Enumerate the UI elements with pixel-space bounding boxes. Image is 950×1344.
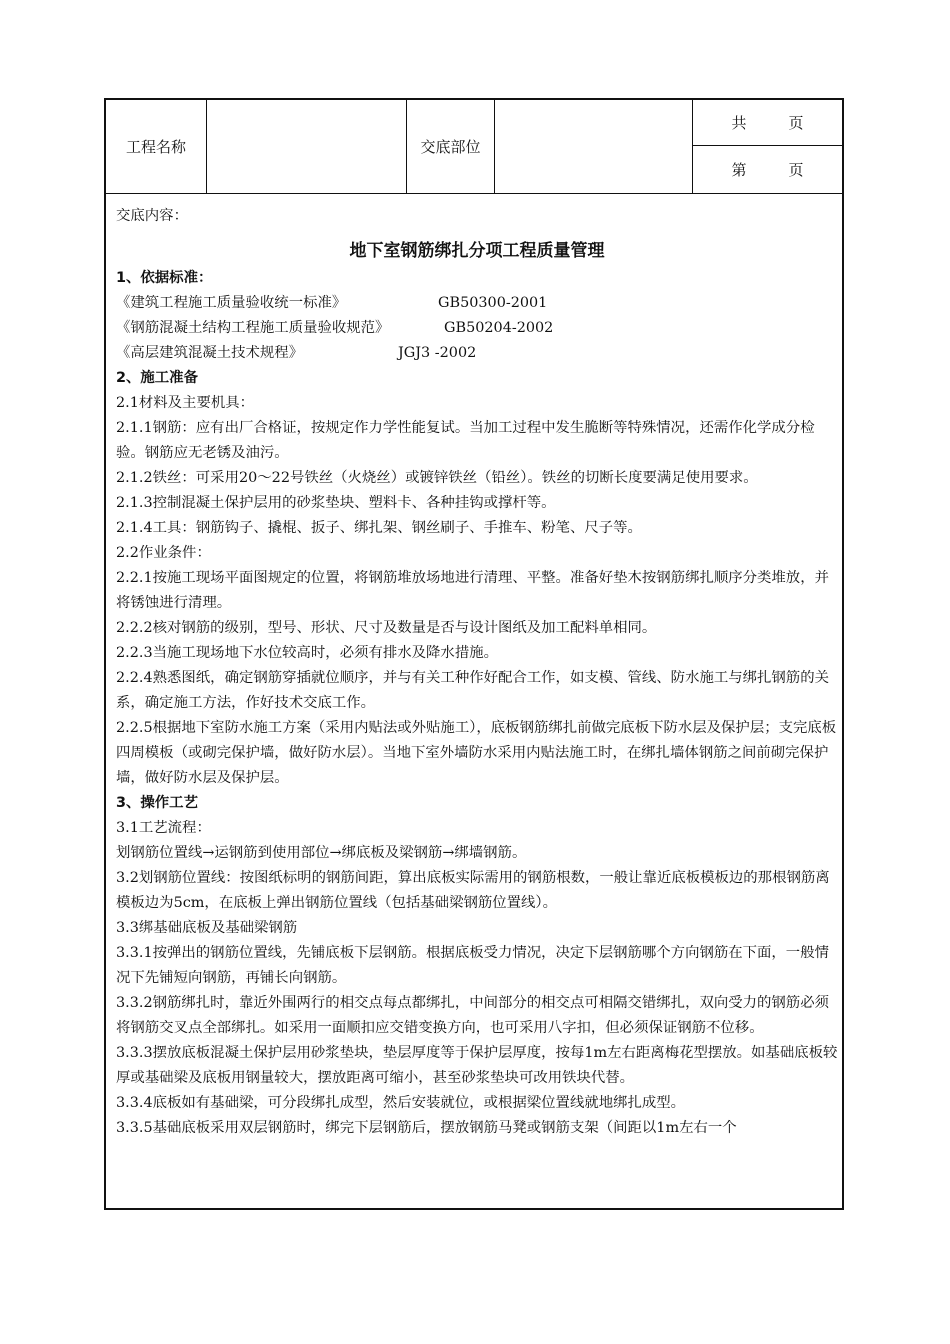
- paragraph: 3.3.2钢筋绑扎时，靠近外围两行的相交点每点都绑扎，中间部分的相交点可相隔交错绑扎，双向受力的钢筋必须将钢筋交叉点全部绑扎。如采用一面顺扣应交错变换方向，也可采用八字扣，但必须保证钢筋不位移。: [116, 995, 829, 1036]
- section-heading-2: 2、施工准备: [116, 370, 198, 386]
- current-page: [693, 146, 842, 193]
- standard-item: 《高层建筑混凝土技术规程》 JGJ3 -2002: [116, 345, 477, 361]
- paragraph: 3.3.1按弹出的钢筋位置线，先铺底板下层钢筋。根据底板受力情况，决定下层钢筋哪个方向钢筋在下面，一般情况下先铺短向钢筋，再铺长向钢筋。: [116, 945, 829, 986]
- paragraph: 3.3绑基础底板及基础梁钢筋: [116, 920, 298, 936]
- total-pages: [693, 100, 842, 146]
- page-prefix: 第: [731, 161, 747, 179]
- paragraph: 2.2作业条件：: [116, 545, 211, 561]
- paragraph: 3.2划钢筋位置线：按图纸标明的钢筋间距，算出底板实际需用的钢筋根数，一般让靠近底板模板边的那根钢筋离模板边为5cm，在底板上弹出钢筋位置线（包括基础梁钢筋位置线）。: [116, 870, 830, 911]
- paragraph: 3.1工艺流程：: [116, 820, 211, 836]
- header-table: [106, 100, 842, 194]
- standard-item: 《建筑工程施工质量验收统一标准》 GB50300-2001: [116, 295, 548, 311]
- paragraph: 划钢筋位置线→运钢筋到使用部位→绑底板及梁钢筋→绑墙钢筋。: [116, 845, 527, 861]
- paragraph: 2.2.3当施工现场地下水位较高时，必须有排水及降水措施。: [116, 645, 498, 661]
- content-label: 交底内容：: [116, 208, 188, 224]
- document-title: 地下室钢筋绑扎分项工程质量管理: [349, 241, 605, 261]
- handover-part-label: 交底部位: [407, 100, 495, 193]
- section-heading-3: 3、操作工艺: [116, 795, 198, 811]
- paragraph: 3.3.3摆放底板混凝土保护层用砂浆垫块，垫层厚度等于保护层厚度，按每1m左右距离梅花型摆放。如基础底板较厚或基础梁及底板用钢量较大，摆放距离可缩小，甚至砂浆垫块可改用铁块代替。: [116, 1045, 838, 1086]
- paragraph: 2.1材料及主要机具：: [116, 395, 255, 411]
- document-frame: [104, 98, 844, 1210]
- total-prefix: 共: [731, 114, 747, 132]
- paragraph: 3.3.5基础底板采用双层钢筋时，绑完下层钢筋后，摆放钢筋马凳或钢筋支架（间距以1m左右一个: [116, 1120, 737, 1136]
- paragraph: 2.1.3控制混凝土保护层用的砂浆垫块、塑料卡、各种挂钩或撑杆等。: [116, 495, 556, 511]
- total-suffix: 页: [788, 114, 804, 132]
- section-heading-1: 1、依据标准：: [116, 270, 213, 286]
- paragraph: 2.1.4工具：钢筋钩子、撬棍、扳子、绑扎架、钢丝刷子、手推车、粉笔、尺子等。: [116, 520, 642, 536]
- paragraph: 2.2.5根据地下室防水施工方案（采用内贴法或外贴施工），底板钢筋绑扎前做完底板下防水层及保护层；支完底板四周模板（或砌完保护墙，做好防水层）。当地下室外墙防水采用内贴法施工时，在绑扎墙体钢筋之间前砌完保护墙，做好防水层及保护层。: [116, 720, 837, 786]
- paragraph: 3.3.4底板如有基础梁，可分段绑扎成型，然后安装就位，或根据梁位置线就地绑扎成型。: [116, 1095, 686, 1111]
- paragraph: 2.2.4熟悉图纸，确定钢筋穿插就位顺序，并与有关工种作好配合工作，如支模、管线、防水施工与绑扎钢筋的关系，确定施工方法，作好技术交底工作。: [116, 670, 829, 711]
- paragraph: 2.2.1按施工现场平面图规定的位置，将钢筋堆放场地进行清理、平整。准备好垫木按钢筋绑扎顺序分类堆放，并将锈蚀进行清理。: [116, 570, 829, 611]
- page-count-cell: [693, 100, 842, 193]
- standard-item: 《钢筋混凝土结构工程施工质量验收规范》 GB50204-2002: [116, 320, 554, 336]
- page-suffix: 页: [788, 161, 804, 179]
- handover-part-value: [495, 100, 693, 193]
- handover-content: [116, 204, 838, 1141]
- project-name-value: [207, 100, 407, 193]
- paragraph: 2.2.2核对钢筋的级别，型号、形状、尺寸及数量是否与设计图纸及加工配料单相同。: [116, 620, 657, 636]
- paragraph: 2.1.1钢筋：应有出厂合格证，按规定作力学性能复试。当加工过程中发生脆断等特殊情况，还需作化学成分检验。钢筋应无老锈及油污。: [116, 420, 815, 461]
- project-name-label: 工程名称: [106, 100, 207, 193]
- paragraph: 2.1.2铁丝：可采用20～22号铁丝（火烧丝）或镀锌铁丝（铅丝）。铁丝的切断长度要满足使用要求。: [116, 470, 758, 486]
